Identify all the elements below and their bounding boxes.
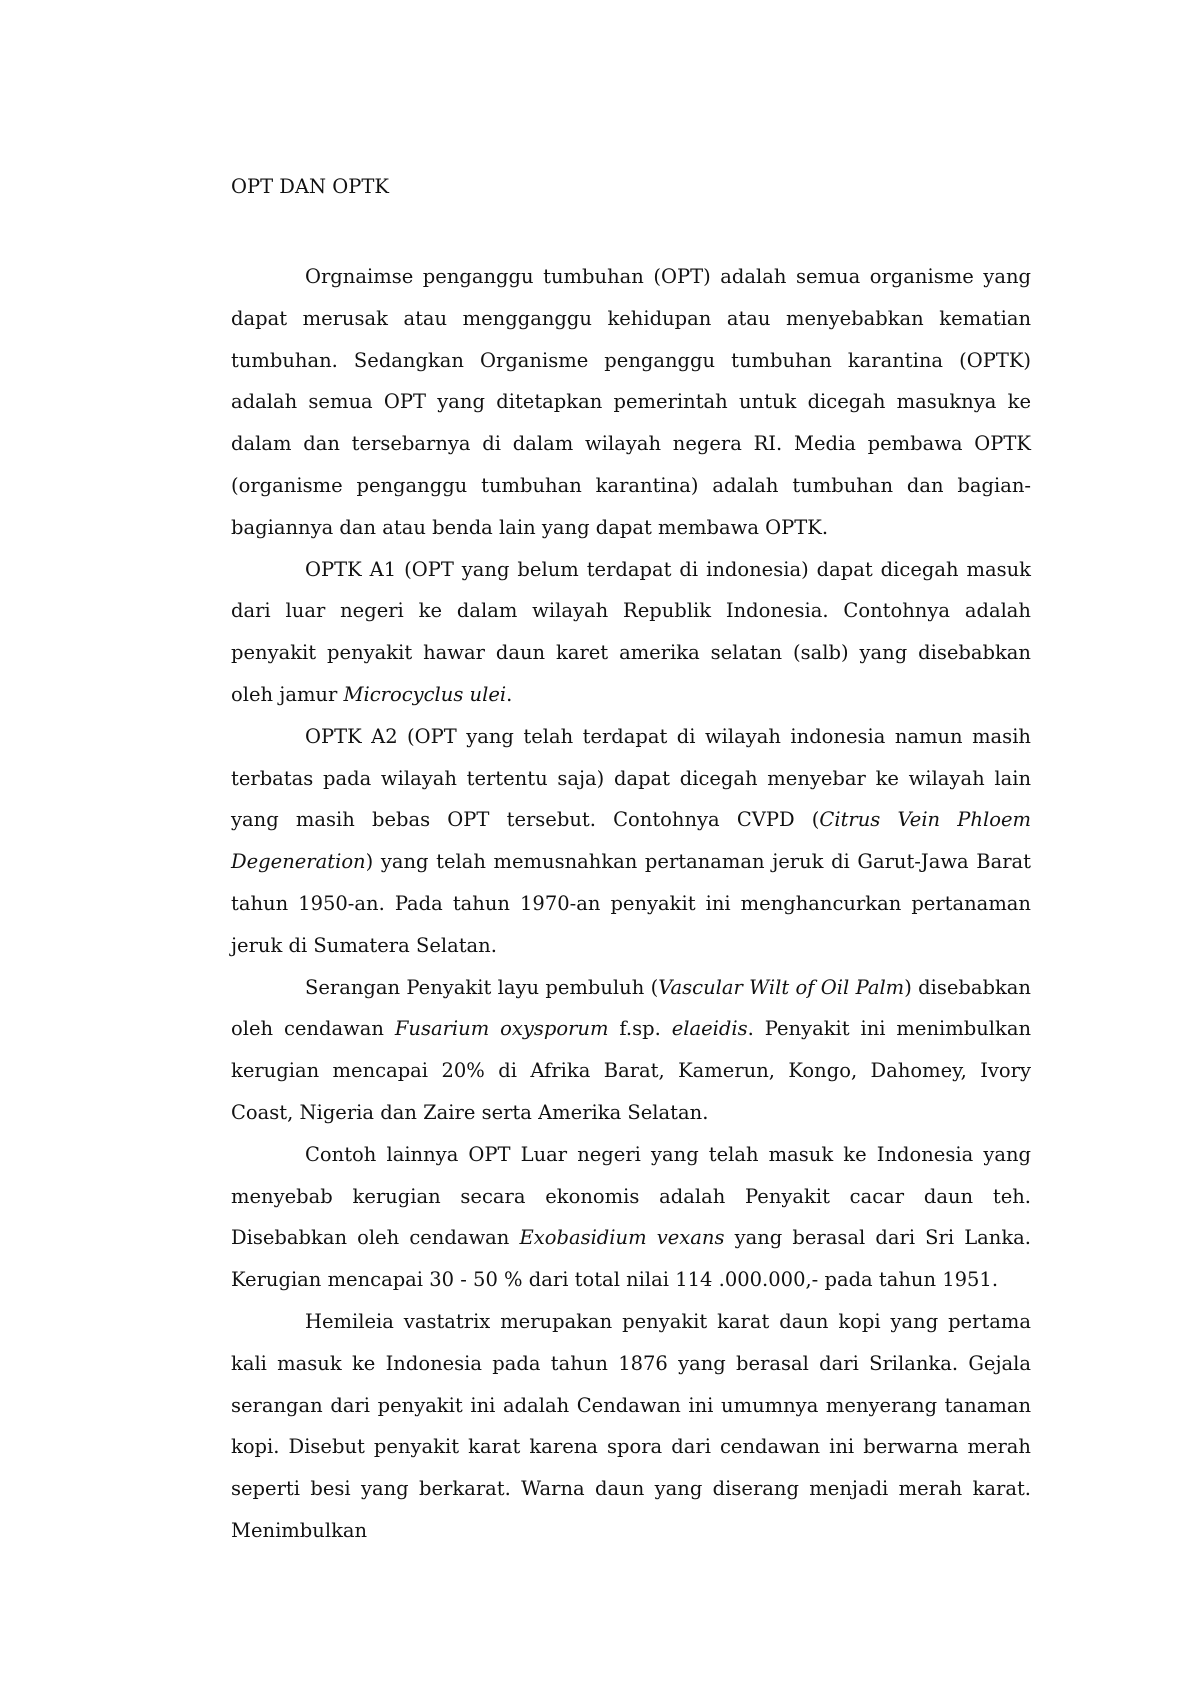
text-run: Hemileia vastatrix merupakan penyakit karat daun kopi yang pertama kali masuk ke Indonesia pada tahun 1876 yang berasal dari Srilanka. Gejala serangan dari penyakit ini adalah Cendawan ini umumnya menyerang tanaman kopi. Disebut penyakit karat karena spora dari cendawan ini berwarna merah seperti besi yang berkarat. Warna daun yang diserang menjadi merah karat. Menimbulkan [231,1309,1031,1542]
paragraph-cacar-daun-teh [231,1134,1031,1301]
italic-term: Fusarium oxysporum [394,1017,609,1041]
document-title: OPT DAN OPTK [231,175,389,198]
text-run: Orgnaimse penganggu tumbuhan (OPT) adalah semua organisme yang dapat merusak atau mengganggu kehidupan atau menyebabkan kematian tumbuhan. Sedangkan Organisme penganggu tumbuhan karantina (OPTK) adalah semua OPT yang ditetapkan pemerintah untuk dicegah masuknya ke dalam dan tersebarnya di dalam wilayah negera RI. Media pembawa OPTK (organisme penganggu tumbuhan karantina) adalah tumbuhan dan bagian-bagiannya dan atau benda lain yang dapat membawa OPTK. [231,265,1031,539]
paragraph-vascular-wilt [231,967,1031,1134]
text-run: ) disebabkan oleh cendawan [231,975,1031,1041]
text-run: Serangan Penyakit layu pembuluh ( [305,975,659,999]
italic-term: Citrus Vein Phloem Degeneration [231,808,1031,874]
paragraph-optk-a2 [231,716,1031,967]
text-run: OPTK A2 (OPT yang telah terdapat di wilayah indonesia namun masih terbatas pada wilayah tertentu saja) dapat dicegah menyebar ke wilayah lain yang masih bebas OPT tersebut. Contohnya CVPD ( [231,724,1031,832]
paragraph-opt-definition [231,256,1031,549]
text-run: yang berasal dari Sri Lanka. Kerugian mencapai 30 - 50 % dari total nilai 114 .000.000,- pada tahun 1951. [231,1226,1032,1292]
italic-term: Vascular Wilt of Oil Palm [658,975,905,999]
paragraph-hemileia-vastatrix [231,1301,1031,1552]
text-run: f.sp. [608,1017,672,1041]
document-body [231,256,1031,1552]
italic-term: Exobasidium vexans [519,1226,725,1250]
paragraph-optk-a1 [231,549,1031,716]
text-run: . [506,682,513,706]
italic-term: Microcyclus ulei [343,682,507,706]
text-run: . Penyakit ini menimbulkan kerugian mencapai 20% di Afrika Barat, Kamerun, Kongo, Dahomey, Ivory Coast, Nigeria dan Zaire serta Amerika Selatan. [231,1017,1032,1124]
text-run: Contoh lainnya OPT Luar negeri yang telah masuk ke Indonesia yang menyebab kerugian secara ekonomis adalah Penyakit cacar daun teh. Disebabkan oleh cendawan [231,1142,1031,1250]
document-content [231,172,1031,1552]
text-run: ) yang telah memusnahkan pertanaman jeruk di Garut-Jawa Barat tahun 1950-an. Pada tahun 1970-an penyakit ini menghancurkan pertanaman jeruk di Sumatera Selatan. [231,850,1031,957]
text-run: OPTK A1 (OPT yang belum terdapat di indonesia) dapat dicegah masuk dari luar negeri ke dalam wilayah Republik Indonesia. Contohnya adalah penyakit penyakit hawar daun karet amerika selatan (salb) yang disebabkan oleh jamur [231,557,1031,706]
italic-term: elaeidis [671,1017,748,1041]
